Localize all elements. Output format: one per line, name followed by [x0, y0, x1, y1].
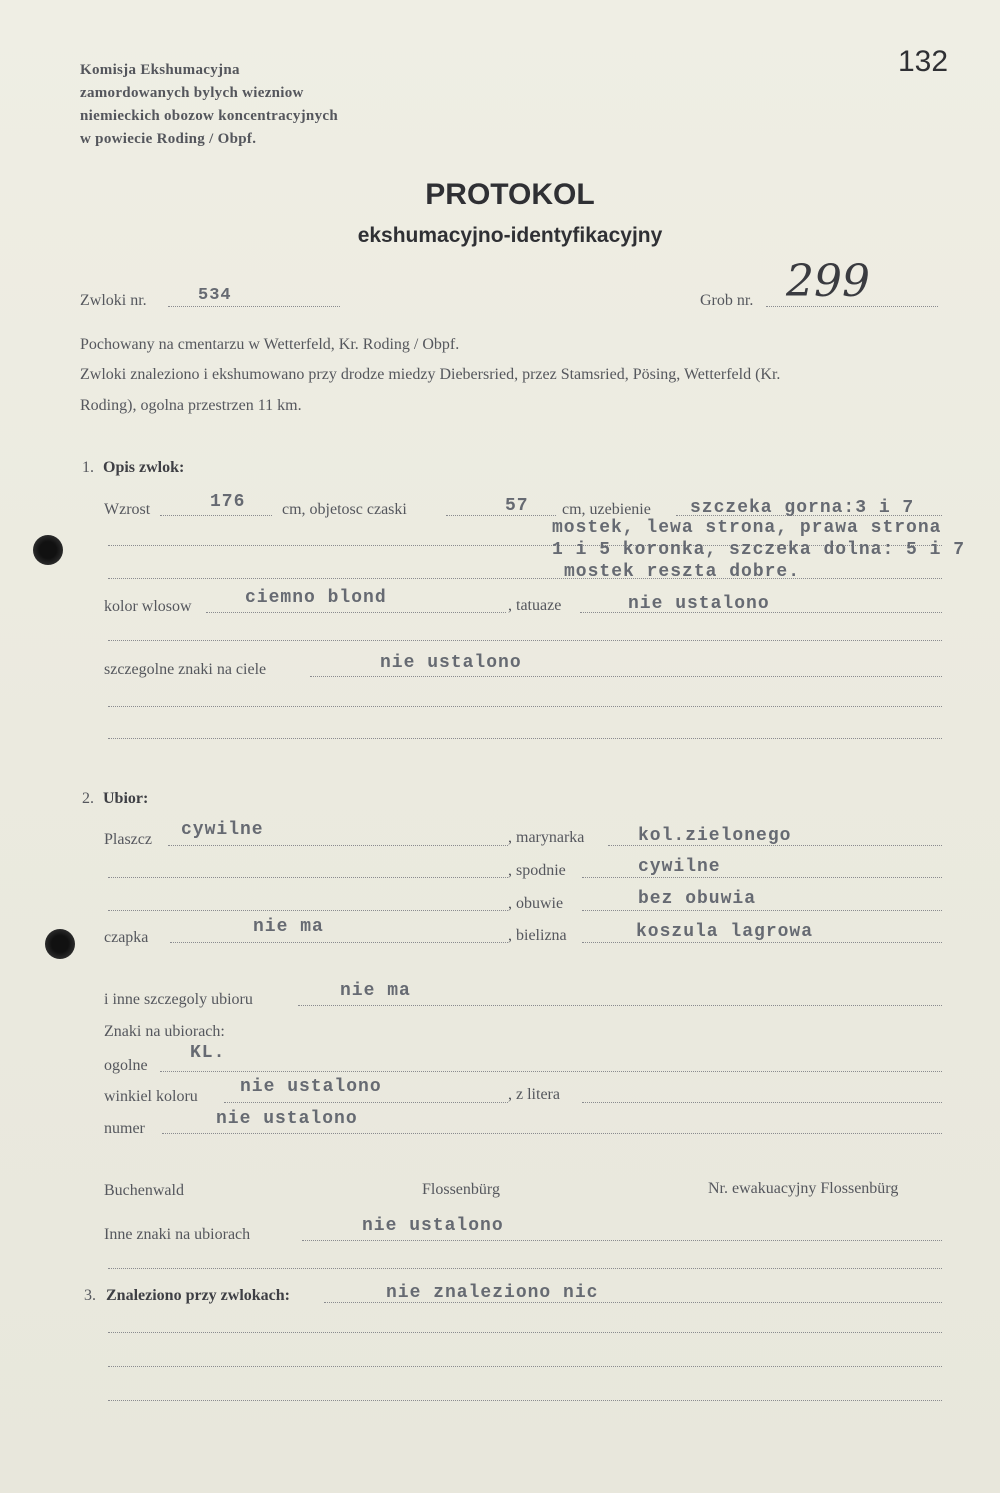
- inne-ubior-value: nie ma: [340, 981, 411, 1001]
- wzrost-label: Wzrost: [104, 501, 151, 518]
- inne-znaki-value: nie ustalono: [362, 1216, 504, 1236]
- znaki-ciele-label: szczegolne znaki na ciele: [104, 661, 267, 678]
- intro-line-2: Zwloki znaleziono i ekshumowano przy drodze miedzy Diebersried, przez Stamsried, Pösing, Wetterfeld (Kr.: [80, 366, 781, 383]
- czapka-label: czapka: [104, 929, 149, 946]
- blank-line-5: [108, 1332, 942, 1333]
- intro-line-1: Pochowany na cmentarzu w Wetterfeld, Kr. Roding / Obpf.: [80, 336, 460, 353]
- blank-line-6: [108, 1366, 942, 1367]
- wzrost-line: [160, 515, 272, 516]
- spodnie-line: [582, 877, 942, 878]
- numer-value: nie ustalono: [216, 1109, 358, 1129]
- czapka-value: nie ma: [253, 917, 324, 937]
- uzebienie-value-4: mostek reszta dobre.: [564, 562, 801, 582]
- bielizna-value: koszula lagrowa: [636, 922, 814, 942]
- blank-line-2: [108, 706, 942, 707]
- grob-label: Grob nr.: [700, 292, 754, 309]
- czaszka-value: 57: [505, 496, 529, 516]
- inne-znaki-line: [302, 1240, 942, 1241]
- spodnie-label: , spodnie: [508, 862, 566, 879]
- obuwie-left-line: [108, 910, 508, 911]
- zwloki-line: [168, 306, 340, 307]
- section3-number: 3.: [84, 1287, 96, 1304]
- uzebienie-line-3: [108, 578, 942, 579]
- uzebienie-value-3: 1 i 5 koronka, szczeka dolna: 5 i 7: [552, 540, 966, 560]
- plaszcz-label: Plaszcz: [104, 831, 152, 848]
- nr-ewakuacyjny-label: Nr. ewakuacyjny Flossenbürg: [708, 1180, 899, 1197]
- grob-value: 299: [786, 256, 870, 307]
- bielizna-line: [582, 942, 942, 943]
- wzrost-value: 176: [210, 492, 246, 512]
- tatuaze-value: nie ustalono: [628, 594, 770, 614]
- marynarka-label: , marynarka: [508, 829, 585, 846]
- winkiel-value: nie ustalono: [240, 1077, 382, 1097]
- obuwie-value: bez obuwia: [638, 889, 757, 909]
- header-line-1: Komisja Ekshumacyjna: [80, 62, 240, 78]
- winkiel-label: winkiel koloru: [104, 1088, 198, 1105]
- litera-line: [582, 1102, 942, 1103]
- inne-ubior-line: [298, 1005, 942, 1006]
- marynarka-value: kol.zielonego: [638, 826, 792, 846]
- uzebienie-value-2: mostek, lewa strona, prawa strona: [552, 518, 942, 538]
- znaki-ciele-line: [310, 676, 942, 677]
- inne-ubior-label: i inne szczegoly ubioru: [104, 991, 253, 1008]
- section1-heading: Opis zwlok:: [103, 459, 185, 476]
- spodnie-left-line: [108, 877, 508, 878]
- znaki-ubiorach-label: Znaki na ubiorach:: [104, 1023, 225, 1040]
- winkiel-line: [224, 1102, 508, 1103]
- document-title: PROTOKOL: [425, 178, 595, 211]
- intro-line-3: Roding), ogolna przestrzen 11 km.: [80, 397, 302, 414]
- spodnie-value: cywilne: [638, 857, 721, 877]
- litera-label: , z litera: [508, 1086, 560, 1103]
- plaszcz-line: [168, 845, 508, 846]
- document-subtitle: ekshumacyjno-identyfikacyjny: [357, 224, 663, 247]
- znaki-ciele-value: nie ustalono: [380, 653, 522, 673]
- obuwie-line: [582, 910, 942, 911]
- kolor-label: kolor wlosow: [104, 598, 192, 615]
- blank-line-3: [108, 738, 942, 739]
- obuwie-label: , obuwie: [508, 895, 564, 912]
- ogolne-label: ogolne: [104, 1057, 148, 1074]
- czapka-line: [170, 942, 508, 943]
- punch-hole-bottom: [45, 929, 75, 959]
- punch-hole-top: [33, 535, 63, 565]
- blank-line-7: [108, 1400, 942, 1401]
- numer-label: numer: [104, 1120, 145, 1137]
- uzebienie-value-1: szczeka gorna:3 i 7: [690, 498, 915, 518]
- cm-czaszka-label: cm, objetosc czaski: [282, 501, 407, 518]
- kolor-line: [206, 612, 506, 613]
- numer-line: [162, 1133, 942, 1134]
- header-line-2: zamordowanych bylych wiezniow: [80, 85, 304, 101]
- kolor-value: ciemno blond: [245, 588, 387, 608]
- czaszka-line: [446, 515, 556, 516]
- section3-heading: Znaleziono przy zwlokach:: [106, 1287, 290, 1304]
- znaleziono-value: nie znaleziono nic: [386, 1283, 599, 1303]
- section1-number: 1.: [82, 459, 94, 476]
- ogolne-value: KL.: [190, 1043, 226, 1063]
- inne-znaki-label: Inne znaki na ubiorach: [104, 1226, 251, 1243]
- zwloki-value: 534: [198, 286, 232, 305]
- ogolne-line: [160, 1071, 942, 1072]
- header-line-4: w powiecie Roding / Obpf.: [80, 131, 257, 147]
- header-line-3: niemieckich obozow koncentracyjnych: [80, 108, 338, 124]
- page-number: 132: [898, 45, 949, 78]
- section2-number: 2.: [82, 790, 94, 807]
- cm-uzebienie-label: cm, uzebienie: [562, 501, 651, 518]
- plaszcz-value: cywilne: [181, 820, 264, 840]
- bielizna-label: , bielizna: [508, 927, 567, 944]
- section2-heading: Ubior:: [103, 790, 149, 807]
- blank-line-1: [108, 640, 942, 641]
- blank-line-4: [108, 1268, 942, 1269]
- zwloki-label: Zwloki nr.: [80, 292, 147, 309]
- tatuaze-label: , tatuaze: [508, 597, 562, 614]
- flossenburg-label: Flossenbürg: [422, 1181, 500, 1198]
- buchenwald-label: Buchenwald: [104, 1182, 184, 1199]
